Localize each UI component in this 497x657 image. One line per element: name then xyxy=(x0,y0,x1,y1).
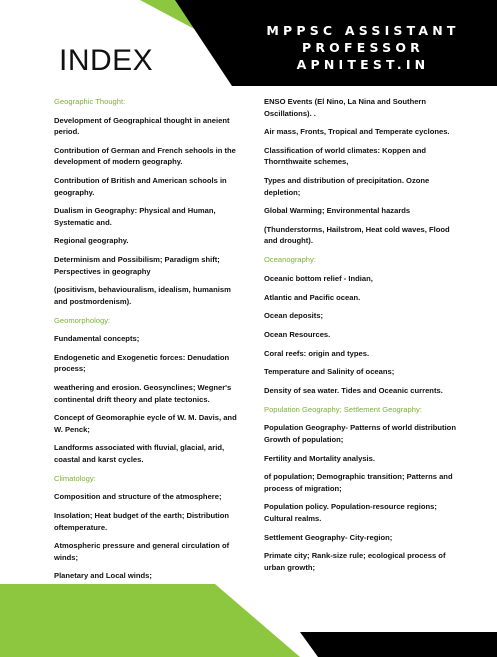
index-entry: Insolation; Heat budget of the earth; Distribution oftemperature. xyxy=(54,511,230,532)
index-entry: Contribution of German and French sehools in the development of modern geography. xyxy=(54,145,236,167)
index-entry: Ocean Resources. xyxy=(264,329,331,339)
banner-line-2: PROFESSOR xyxy=(302,40,424,55)
index-entry: Population policy. Population-resource regions; Cultural realms. xyxy=(264,502,437,523)
section-heading: Climatology: xyxy=(54,473,96,483)
index-entry: (positivism, behaviouralism, idealism, humanism and postmordenism). xyxy=(54,285,231,306)
index-entry: Fundamental concepts; xyxy=(54,334,140,344)
index-entry: Development of Geographical thought in aneient period. xyxy=(54,115,230,137)
section-heading: Geomorphology: xyxy=(54,315,111,325)
index-entry: Primate city; Rank-size rule; ecological process of urban growth; xyxy=(264,551,446,572)
index-entry: Global Warming; Environmental hazards xyxy=(264,206,411,216)
index-entry: Endogenetic and Exogenetic forces: Denudation process; xyxy=(54,352,230,374)
index-entry: Coral reefs: origin and types. xyxy=(264,348,370,358)
section-heading: Oceanography: xyxy=(264,255,316,265)
index-entry: Dualism in Geography: Physical and Human, Systematic and. xyxy=(54,206,216,227)
section-heading: Geographic Thought: xyxy=(54,97,126,106)
index-entry: Landforms associated with fluvial, glacial, arid, coastal and karst cycles. xyxy=(54,443,225,464)
index-entry: Fertility and Mortality analysis. xyxy=(264,453,375,463)
index-entry: Ocean deposits; xyxy=(264,311,324,321)
index-entry: Air mass, Fronts, Tropical and Temperate cyclones. xyxy=(264,127,450,137)
index-entry: Settlement Geography- City-region; xyxy=(264,532,393,542)
index-entry: Classification of world climates: Koppen and Thornthwaite schemes, xyxy=(264,145,427,167)
index-entry: ENSO Events (El Nino, La Nina and Southern Oscillations). . xyxy=(264,97,427,118)
index-entry: Density of sea water. Tides and Oceanic currents. xyxy=(264,385,443,395)
index-entry: Population Geography- Patterns of world distribution Growth of population; xyxy=(264,423,456,444)
index-entry: Determinism and Possibilism; Paradigm shift; Perspectives in geography xyxy=(54,255,220,276)
index-entry: Regional geography. xyxy=(54,236,129,246)
index-entry: (Thunderstorms, Hailstrom, Heat cold waves, Flood and drought). xyxy=(264,224,450,246)
banner-line-1: MPPSC ASSISTANT xyxy=(266,23,460,38)
right-column xyxy=(264,96,456,580)
index-entry: Composition and structure of the atmosphere; xyxy=(54,492,222,502)
index-entry: Types and distribution of precipitation. Ozone depletion; xyxy=(264,176,430,197)
section-heading: Population Geography; Settlement Geography: xyxy=(264,404,422,414)
index-entry: Oceanic bottom relief - Indian, xyxy=(264,273,373,283)
index-entry: Temperature and Salinity of oceans; xyxy=(264,367,395,377)
index-entry: Contribution of British and American schools in geography. xyxy=(54,176,227,197)
page-title: INDEX xyxy=(59,44,154,77)
index-entry: weathering and erosion. Geosynclines; Wegner's continental drift theory and plate tectonics. xyxy=(54,383,232,404)
index-entry: Planetary and Local winds; xyxy=(54,571,152,581)
index-entry: Concept of Geomoraphie eycle of W. M. Davis, and W. Penck; xyxy=(54,413,237,434)
banner-title xyxy=(232,22,494,73)
index-entry: of population; Demographic transition; Patterns and process of migration; xyxy=(264,472,453,493)
bottom-left-green-shape xyxy=(0,584,300,657)
index-entry: Atlantic and Pacific ocean. xyxy=(264,292,361,302)
left-column xyxy=(54,96,244,589)
index-entry: Atmospheric pressure and general circulation of winds; xyxy=(54,541,230,562)
banner-line-3: APNITEST.IN xyxy=(296,57,430,72)
bottom-right-black-bar xyxy=(300,632,497,657)
